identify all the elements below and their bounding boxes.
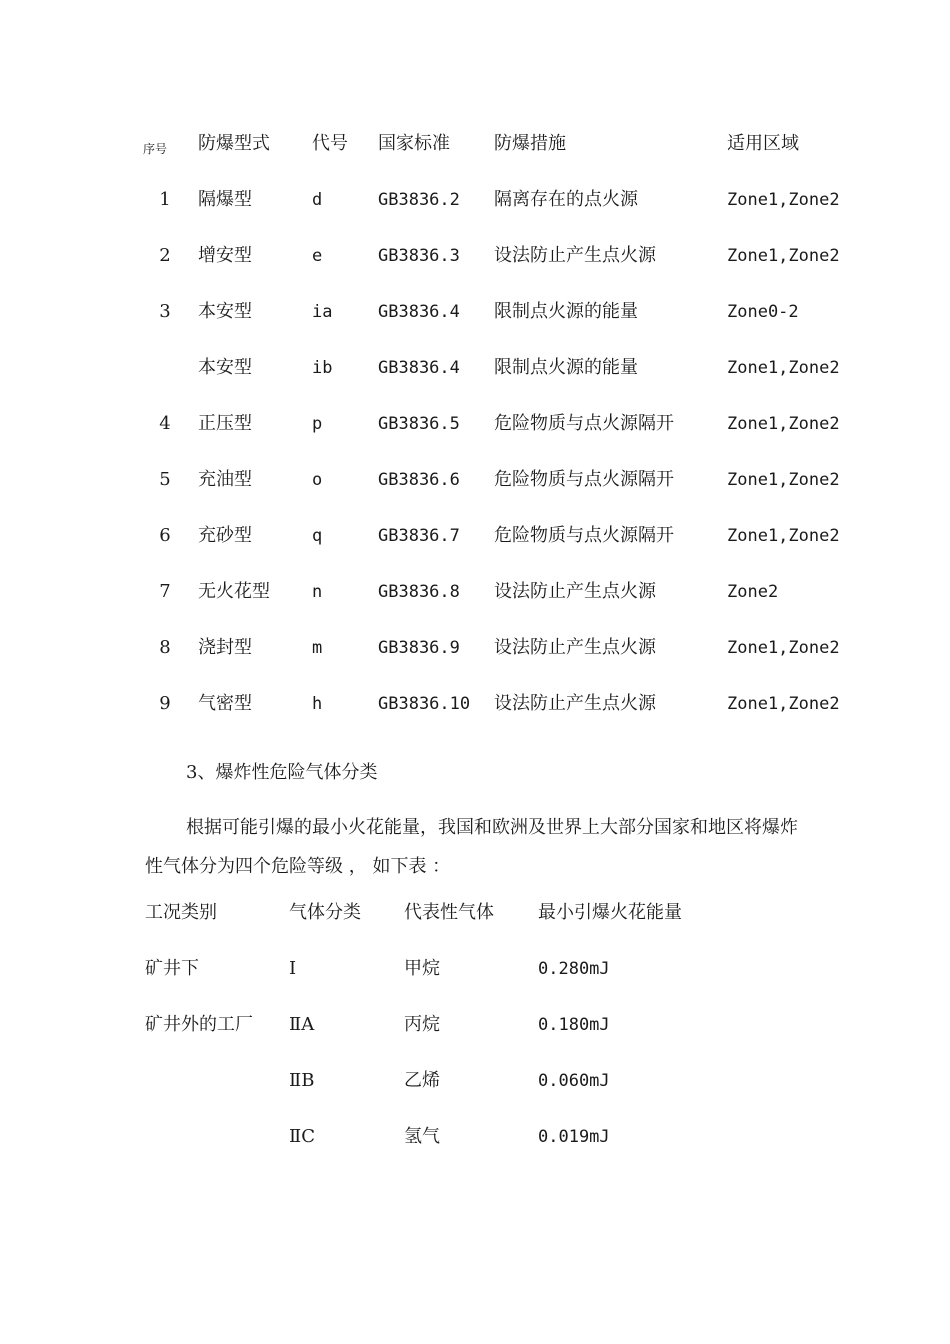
table-row	[0, 292, 950, 332]
table-row	[0, 180, 950, 220]
cell-standard: GB3836.10	[378, 694, 471, 714]
cell-code: n	[312, 582, 323, 602]
cell-seq: 1	[159, 189, 171, 210]
cell-gas: 氢气	[404, 1126, 440, 1147]
header-type: 防爆型式	[198, 133, 270, 154]
cell-standard: GB3836.7	[378, 526, 460, 546]
cell-type: 充砂型	[198, 525, 252, 546]
cell-energy: 0.019mJ	[538, 1127, 610, 1147]
cell-class: Ⅰ	[289, 958, 297, 979]
cell-seq: 5	[159, 469, 171, 490]
cell-code: ia	[312, 302, 333, 322]
cell-code: e	[312, 246, 323, 266]
cell-standard: GB3836.3	[378, 246, 460, 266]
paragraph-text: 根据可能引爆的最小火花能量，我国和欧洲及世界上大部分国家和地区将爆炸性气体分为四个危险等级 ， 如下表 ：	[145, 817, 798, 877]
header-code: 代号	[312, 133, 348, 154]
header-zone: 适用区域	[727, 133, 799, 154]
body-paragraph	[145, 808, 815, 886]
table-row	[0, 516, 950, 556]
cell-seq: 4	[159, 413, 171, 434]
cell-gas: 甲烷	[404, 958, 440, 979]
cell-condition: 矿井外的工厂	[145, 1014, 253, 1035]
cell-standard: GB3836.4	[378, 302, 460, 322]
cell-measure: 设法防止产生点火源	[494, 245, 656, 266]
cell-seq: 6	[159, 525, 171, 546]
cell-standard: GB3836.9	[378, 638, 460, 658]
cell-measure: 设法防止产生点火源	[494, 581, 656, 602]
cell-measure: 危险物质与点火源隔开	[494, 469, 674, 490]
cell-type: 气密型	[198, 693, 252, 714]
header-standard: 国家标准	[378, 133, 450, 154]
cell-standard: GB3836.6	[378, 470, 460, 490]
table-row	[0, 684, 950, 724]
cell-measure: 设法防止产生点火源	[494, 693, 656, 714]
table-row	[0, 1117, 950, 1157]
cell-zone: Zone1,Zone2	[727, 358, 840, 378]
header-measure: 防爆措施	[494, 133, 566, 154]
cell-measure: 危险物质与点火源隔开	[494, 525, 674, 546]
cell-measure: 限制点火源的能量	[494, 301, 638, 322]
cell-standard: GB3836.2	[378, 190, 460, 210]
cell-zone: Zone1,Zone2	[727, 526, 840, 546]
cell-type: 隔爆型	[198, 189, 252, 210]
cell-energy: 0.060mJ	[538, 1071, 610, 1091]
table-row	[0, 949, 950, 989]
cell-seq: 3	[159, 301, 171, 322]
table-row	[0, 460, 950, 500]
cell-type: 本安型	[198, 301, 252, 322]
cell-class: ⅡA	[289, 1014, 315, 1035]
cell-type: 正压型	[198, 413, 252, 434]
header-energy: 最小引爆火花能量	[538, 902, 682, 923]
cell-zone: Zone1,Zone2	[727, 190, 840, 210]
cell-code: h	[312, 694, 323, 714]
cell-energy: 0.180mJ	[538, 1015, 610, 1035]
cell-zone: Zone1,Zone2	[727, 638, 840, 658]
cell-type: 增安型	[198, 245, 252, 266]
table-row	[0, 404, 950, 444]
header-seq: 序号	[143, 142, 168, 156]
cell-standard: GB3836.8	[378, 582, 460, 602]
cell-standard: GB3836.5	[378, 414, 460, 434]
cell-code: p	[312, 414, 323, 434]
cell-energy: 0.280mJ	[538, 959, 610, 979]
cell-measure: 限制点火源的能量	[494, 357, 638, 378]
table-row	[0, 572, 950, 612]
cell-class: ⅡB	[289, 1070, 315, 1091]
cell-seq: 8	[159, 637, 171, 658]
table-row	[0, 348, 950, 388]
cell-measure: 危险物质与点火源隔开	[494, 413, 674, 434]
header-gas: 代表性气体	[404, 902, 494, 923]
cell-class: ⅡC	[289, 1126, 316, 1147]
cell-zone: Zone1,Zone2	[727, 470, 840, 490]
cell-seq: 2	[159, 245, 171, 266]
cell-type: 浇封型	[198, 637, 252, 658]
header-condition: 工况类别	[145, 902, 217, 923]
table-row	[0, 236, 950, 276]
cell-code: ib	[312, 358, 333, 378]
cell-measure: 隔离存在的点火源	[494, 189, 638, 210]
cell-condition: 矿井下	[145, 958, 199, 979]
cell-measure: 设法防止产生点火源	[494, 637, 656, 658]
cell-type: 无火花型	[198, 581, 270, 602]
gas-table-header	[0, 893, 950, 933]
protection-table-header	[0, 124, 950, 164]
cell-gas: 乙烯	[404, 1070, 440, 1091]
cell-code: d	[312, 190, 323, 210]
cell-seq: 7	[159, 581, 171, 602]
cell-seq: 9	[159, 693, 171, 714]
cell-standard: GB3836.4	[378, 358, 460, 378]
table-row	[0, 1005, 950, 1045]
cell-zone: Zone1,Zone2	[727, 694, 840, 714]
cell-type: 本安型	[198, 357, 252, 378]
section-heading: 3、爆炸性危险气体分类	[186, 762, 378, 783]
cell-type: 充油型	[198, 469, 252, 490]
cell-zone: Zone1,Zone2	[727, 414, 840, 434]
table-row	[0, 1061, 950, 1101]
header-class: 气体分类	[289, 902, 361, 923]
cell-zone: Zone2	[727, 582, 779, 602]
cell-code: q	[312, 526, 323, 546]
cell-zone: Zone0-2	[727, 302, 799, 322]
cell-gas: 丙烷	[404, 1014, 440, 1035]
table-row	[0, 628, 950, 668]
cell-code: m	[312, 638, 323, 658]
cell-zone: Zone1,Zone2	[727, 246, 840, 266]
cell-code: o	[312, 470, 323, 490]
